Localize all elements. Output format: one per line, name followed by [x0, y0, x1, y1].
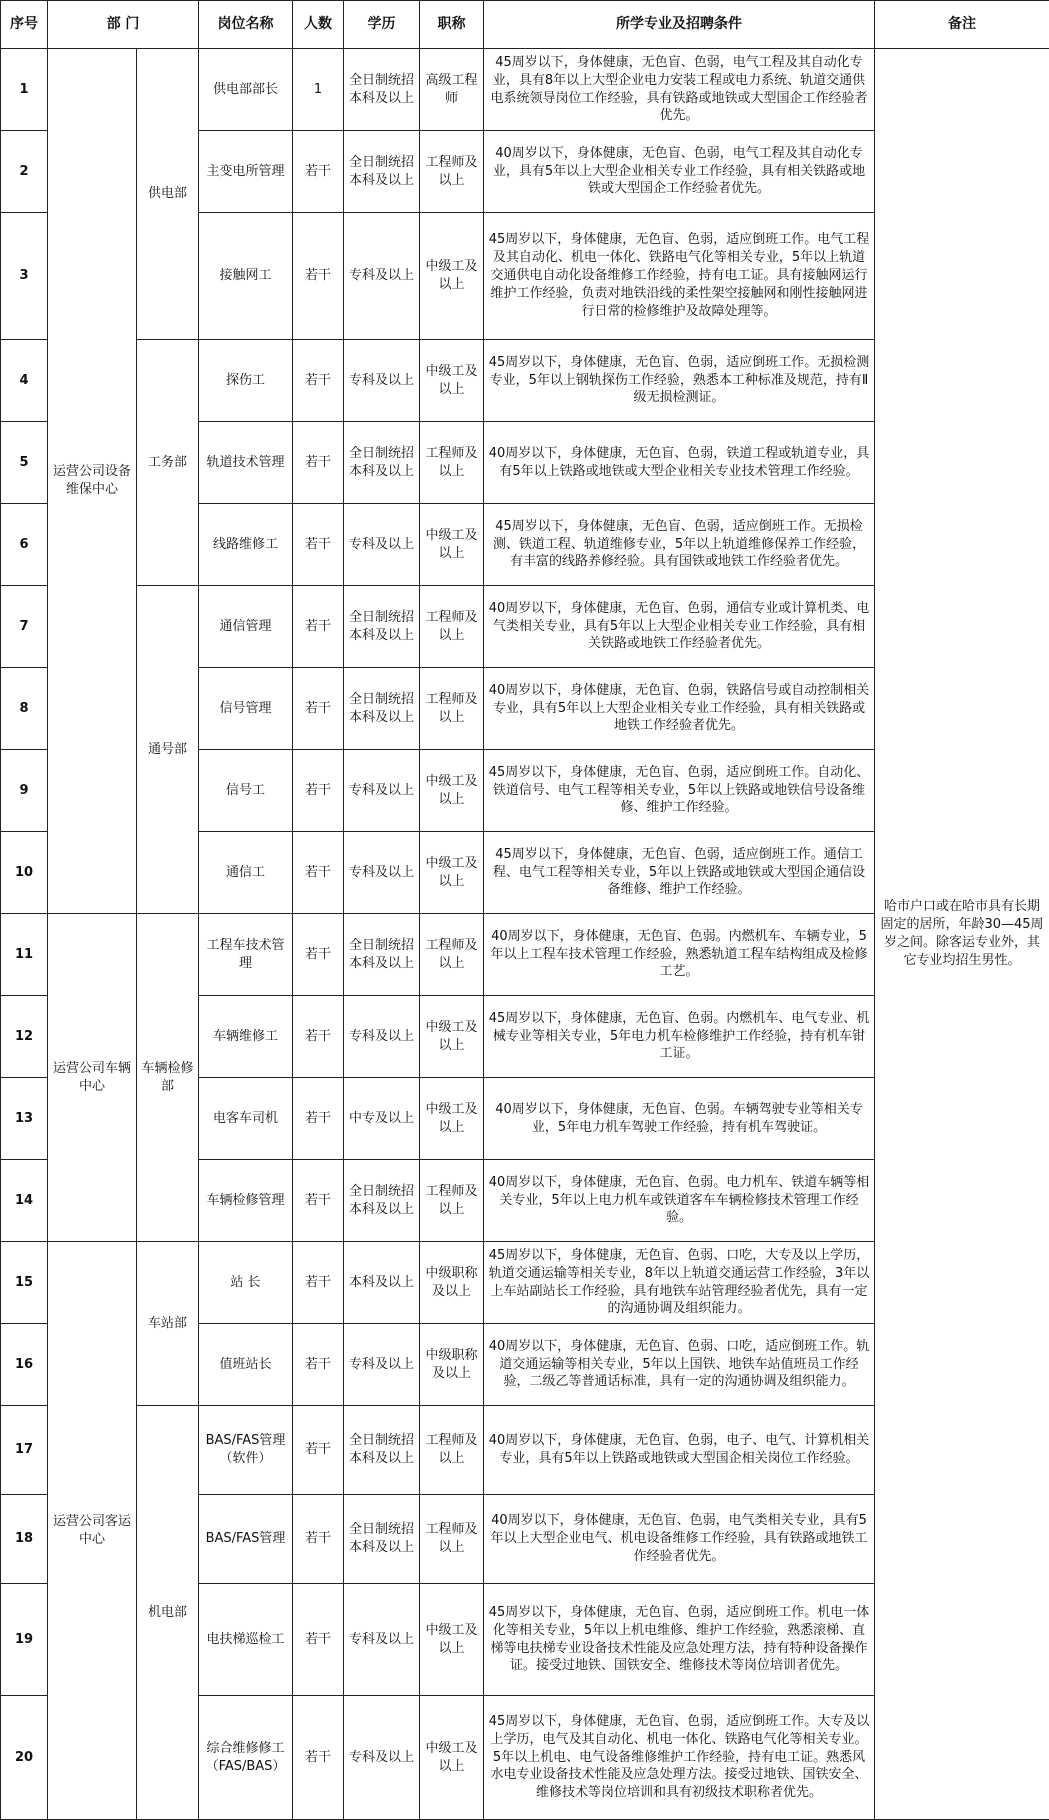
education-cell: 全日制统招本科及以上 — [344, 49, 420, 131]
title-cell: 工程师及以上 — [420, 1495, 484, 1584]
requirements-cell: 45周岁以下，身体健康，无色盲、色弱。内燃机车、电气专业、机械专业等相关专业，5年电力机车检修维护工作经验，持有机车钳工证。 — [484, 996, 875, 1078]
row-index: 9 — [1, 750, 48, 832]
education-cell: 本科及以上 — [344, 1242, 420, 1324]
position-cell: 值班站长 — [199, 1324, 293, 1406]
education-cell: 全日制统招本科及以上 — [344, 914, 420, 996]
dept-cell: 车辆检修部 — [137, 914, 199, 1242]
requirements-cell: 45周岁以下，身体健康，无色盲、色弱，适应倒班工作。通信工程、电气工程等相关专业，5年以上铁路或地铁或大型国企通信设备维修、维护工作经验。 — [484, 832, 875, 914]
requirements-cell: 40周岁以下，身体健康，无色盲、色弱。车辆驾驶专业等相关专业，5年电力机车驾驶工作经验，持有机车驾驶证。 — [484, 1078, 875, 1160]
header-position: 岗位名称 — [199, 1, 293, 49]
row-index: 8 — [1, 668, 48, 750]
header-count: 人数 — [293, 1, 344, 49]
education-cell: 全日制统招本科及以上 — [344, 1160, 420, 1242]
position-cell: 信号工 — [199, 750, 293, 832]
position-cell: 供电部部长 — [199, 49, 293, 131]
requirements-cell: 45周岁以下，身体健康，无色盲、色弱、口吃，大专及以上学历，轨道交通运输等相关专业，8年以上轨道交通运营工作经验，3年以上车站副站长工作经验，具有地铁车站管理经验者优先，具有一定的沟通协调及组织能力。 — [484, 1242, 875, 1324]
requirements-cell: 40周岁以下，身体健康，无色盲、色弱，电气类相关专业，具有5年以上大型企业电气、机电设备维修工作经验，具有铁路或地铁工作经验者优先。 — [484, 1495, 875, 1584]
position-cell: 电扶梯巡检工 — [199, 1584, 293, 1696]
header-title: 职称 — [420, 1, 484, 49]
center-cell: 运营公司客运中心 — [48, 1242, 137, 1820]
position-cell: 通信工 — [199, 832, 293, 914]
requirements-cell: 40周岁以下，身体健康，无色盲、色弱。内燃机车、车辆专业，5年以上工程车技术管理工作经验，熟悉轨道工程车结构组成及检修工艺。 — [484, 914, 875, 996]
title-cell: 中级工及以上 — [420, 1584, 484, 1696]
header-note: 备注 — [875, 1, 1049, 49]
title-cell: 工程师及以上 — [420, 131, 484, 213]
table-row — [1, 49, 1049, 131]
title-cell: 中级工及以上 — [420, 340, 484, 422]
count-cell: 若干 — [293, 1078, 344, 1160]
requirements-cell: 45周岁以下，身体健康，无色盲、色弱，适应倒班工作。无损检测、铁道工程、轨道维修专业，5年以上轨道维修保养工作经验，有丰富的线路养修经验。具有国铁或地铁工作经验者优先。 — [484, 504, 875, 586]
center-cell: 运营公司设备维保中心 — [48, 49, 137, 914]
position-cell: 探伤工 — [199, 340, 293, 422]
requirements-cell: 40周岁以下，身体健康，无色盲、色弱。电力机车、铁道车辆等相关专业，5年以上电力机车或铁道客车车辆检修技术管理工作经验。 — [484, 1160, 875, 1242]
title-cell: 中级工及以上 — [420, 996, 484, 1078]
requirements-cell: 45周岁以下，身体健康，无色盲、色弱，适应倒班工作。机电一体化等相关专业，5年以上机电维修、维护工作经验，熟悉滚梯、直梯等电扶梯专业设备技术性能及应急处理方法，持有特种设备操作证。接受过地铁、国铁安全、维修技术等岗位培训者优先。 — [484, 1584, 875, 1696]
title-cell: 工程师及以上 — [420, 586, 484, 668]
count-cell: 若干 — [293, 996, 344, 1078]
row-index: 6 — [1, 504, 48, 586]
position-cell: 轨道技术管理 — [199, 422, 293, 504]
row-index: 4 — [1, 340, 48, 422]
education-cell: 专科及以上 — [344, 996, 420, 1078]
title-cell: 工程师及以上 — [420, 1406, 484, 1495]
education-cell: 专科及以上 — [344, 750, 420, 832]
header-idx: 序号 — [1, 1, 48, 49]
row-index: 12 — [1, 996, 48, 1078]
requirements-cell: 45周岁以下，身体健康，无色盲、色弱，适应倒班工作。大专及以上学历，电气及其自动化、机电一体化、铁路电气化等相关专业。5年以上机电、电气设备维修维护工作经验，持有电工证。熟悉风水电专业设备技术性能及应急处理方法。接受过地铁、国铁安全、维修技术等岗位培训和具有初级技术职称者优先。 — [484, 1696, 875, 1820]
position-cell: 工程车技术管理 — [199, 914, 293, 996]
header-row — [1, 1, 1049, 49]
title-cell: 工程师及以上 — [420, 914, 484, 996]
dept-cell: 车站部 — [137, 1242, 199, 1406]
education-cell: 专科及以上 — [344, 1324, 420, 1406]
row-index: 17 — [1, 1406, 48, 1495]
education-cell: 专科及以上 — [344, 1696, 420, 1820]
education-cell: 专科及以上 — [344, 832, 420, 914]
header-requirements: 所学专业及招聘条件 — [484, 1, 875, 49]
count-cell: 若干 — [293, 914, 344, 996]
header-dept: 部 门 — [48, 1, 199, 49]
title-cell: 中级工及以上 — [420, 1078, 484, 1160]
title-cell: 工程师及以上 — [420, 668, 484, 750]
row-index: 16 — [1, 1324, 48, 1406]
row-index: 3 — [1, 213, 48, 340]
requirements-cell: 40周岁以下，身体健康，无色盲、色弱、口吃，适应倒班工作。轨道交通运输等相关专业，5年以上国铁、地铁车站值班员工作经验，二级乙等普通话标准，具有一定的沟通协调及组织能力。 — [484, 1324, 875, 1406]
position-cell: 主变电所管理 — [199, 131, 293, 213]
position-cell: 站 长 — [199, 1242, 293, 1324]
education-cell: 全日制统招本科及以上 — [344, 668, 420, 750]
row-index: 15 — [1, 1242, 48, 1324]
title-cell: 中级工及以上 — [420, 832, 484, 914]
row-index: 18 — [1, 1495, 48, 1584]
count-cell: 若干 — [293, 1324, 344, 1406]
position-cell: 车辆检修管理 — [199, 1160, 293, 1242]
education-cell: 全日制统招本科及以上 — [344, 586, 420, 668]
position-cell: 综合维修修工（FAS/BAS） — [199, 1696, 293, 1820]
count-cell: 若干 — [293, 131, 344, 213]
row-index: 2 — [1, 131, 48, 213]
title-cell: 中级工及以上 — [420, 504, 484, 586]
dept-cell: 工务部 — [137, 340, 199, 586]
center-cell: 运营公司车辆中心 — [48, 914, 137, 1242]
row-index: 19 — [1, 1584, 48, 1696]
header-education: 学历 — [344, 1, 420, 49]
requirements-cell: 45周岁以下，身体健康，无色盲、色弱，适应倒班工作。自动化、铁道信号、电气工程等相关专业，5年以上铁路或地铁信号设备维修、维护工作经验。 — [484, 750, 875, 832]
row-index: 1 — [1, 49, 48, 131]
education-cell: 专科及以上 — [344, 340, 420, 422]
count-cell: 若干 — [293, 832, 344, 914]
education-cell: 全日制统招本科及以上 — [344, 1406, 420, 1495]
count-cell: 若干 — [293, 1160, 344, 1242]
title-cell: 中级工及以上 — [420, 213, 484, 340]
requirements-cell: 40周岁以下，身体健康，无色盲、色弱，铁道工程或轨道专业，具有5年以上铁路或地铁或大型企业相关专业技术管理工作经验。 — [484, 422, 875, 504]
row-index: 10 — [1, 832, 48, 914]
title-cell: 工程师及以上 — [420, 422, 484, 504]
title-cell: 工程师及以上 — [420, 1160, 484, 1242]
count-cell: 若干 — [293, 668, 344, 750]
row-index: 7 — [1, 586, 48, 668]
requirements-cell: 40周岁以下，身体健康，无色盲、色弱，铁路信号或自动控制相关专业，具有5年以上大型企业相关专业工作经验，具有相关铁路或地铁工作经验者优先。 — [484, 668, 875, 750]
dept-cell: 通号部 — [137, 586, 199, 914]
education-cell: 全日制统招本科及以上 — [344, 131, 420, 213]
count-cell: 若干 — [293, 750, 344, 832]
count-cell: 1 — [293, 49, 344, 131]
position-cell: 通信管理 — [199, 586, 293, 668]
requirements-cell: 40周岁以下，身体健康，无色盲、色弱，电气工程及其自动化专业，具有5年以上大型企业相关专业工作经验，具有相关铁路或地铁或大型国企工作经验者优先。 — [484, 131, 875, 213]
row-index: 14 — [1, 1160, 48, 1242]
count-cell: 若干 — [293, 1584, 344, 1696]
position-cell: 接触网工 — [199, 213, 293, 340]
requirements-cell: 45周岁以下，身体健康，无色盲、色弱，适应倒班工作。无损检测专业，5年以上钢轨探伤工作经验，熟悉本工种标准及规范，持有Ⅱ级无损检测证。 — [484, 340, 875, 422]
dept-cell: 供电部 — [137, 49, 199, 340]
education-cell: 全日制统招本科及以上 — [344, 1495, 420, 1584]
position-cell: 线路维修工 — [199, 504, 293, 586]
title-cell: 高级工程师 — [420, 49, 484, 131]
count-cell: 若干 — [293, 1696, 344, 1820]
position-cell: 信号管理 — [199, 668, 293, 750]
education-cell: 专科及以上 — [344, 1584, 420, 1696]
education-cell: 专科及以上 — [344, 504, 420, 586]
title-cell: 中级职称及以上 — [420, 1324, 484, 1406]
note-cell: 哈市户口或在哈市具有长期固定的居所，年龄30—45周岁之间。除客运专业外，其它专业均招生男性。 — [875, 49, 1049, 1820]
count-cell: 若干 — [293, 213, 344, 340]
title-cell: 中级职称及以上 — [420, 1242, 484, 1324]
requirements-cell: 40周岁以下，身体健康，无色盲、色弱，通信专业或计算机类、电气类相关专业，具有5年以上大型企业相关专业工作经验，具有相关铁路或地铁工作经验者优先。 — [484, 586, 875, 668]
count-cell: 若干 — [293, 504, 344, 586]
education-cell: 中专及以上 — [344, 1078, 420, 1160]
title-cell: 中级工及以上 — [420, 750, 484, 832]
count-cell: 若干 — [293, 340, 344, 422]
count-cell: 若干 — [293, 1495, 344, 1584]
position-cell: BAS/FAS管理（软件） — [199, 1406, 293, 1495]
requirements-cell: 45周岁以下，身体健康，无色盲、色弱，适应倒班工作。电气工程及其自动化、机电一体化、铁路电气化等相关专业，5年以上轨道交通供电自动化设备维修工作经验，持有电工证。具有接触网运行维护工作经验，负责对地铁沿线的柔性架空接触网和刚性接触网进行日常的检修维护及故障处理等。 — [484, 213, 875, 340]
requirements-cell: 40周岁以下，身体健康，无色盲、色弱，电子、电气、计算机相关专业，具有5年以上铁路或地铁或大型国企相关岗位工作经验。 — [484, 1406, 875, 1495]
count-cell: 若干 — [293, 586, 344, 668]
count-cell: 若干 — [293, 1242, 344, 1324]
row-index: 20 — [1, 1696, 48, 1820]
dept-cell: 机电部 — [137, 1406, 199, 1820]
position-cell: 车辆维修工 — [199, 996, 293, 1078]
count-cell: 若干 — [293, 422, 344, 504]
row-index: 5 — [1, 422, 48, 504]
row-index: 11 — [1, 914, 48, 996]
row-index: 13 — [1, 1078, 48, 1160]
education-cell: 专科及以上 — [344, 213, 420, 340]
position-cell: BAS/FAS管理 — [199, 1495, 293, 1584]
count-cell: 若干 — [293, 1406, 344, 1495]
education-cell: 全日制统招本科及以上 — [344, 422, 420, 504]
requirements-cell: 45周岁以下，身体健康，无色盲、色弱，电气工程及其自动化专业，具有8年以上大型企业电力安装工程或电力系统、轨道交通供电系统领导岗位工作经验，具有铁路或地铁或大型国企工作经验者优先。 — [484, 49, 875, 131]
title-cell: 中级工及以上 — [420, 1696, 484, 1820]
position-cell: 电客车司机 — [199, 1078, 293, 1160]
